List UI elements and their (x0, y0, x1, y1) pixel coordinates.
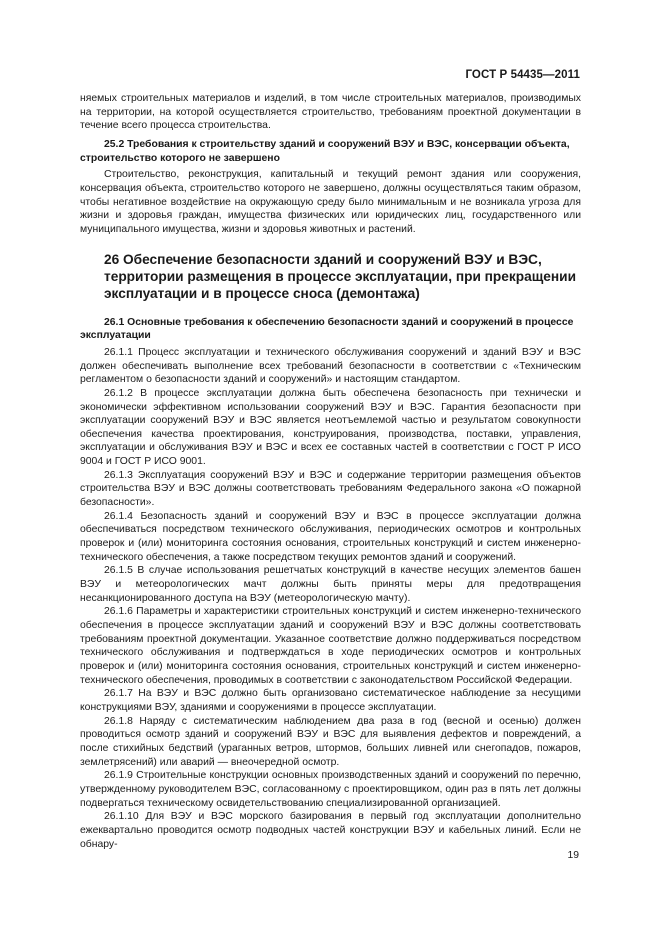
clause-26-1-1: 26.1.1 Процесс эксплуатации и технического обслуживания сооружений и зданий ВЭУ и ВЭС должен обеспечивать выполнение всех требований безопасности в соответствии с «Техническим регламентом о безопасности зданий и сооружений» и настоящим стандартом. (80, 346, 581, 386)
clause-26-1-7: 26.1.7 На ВЭУ и ВЭС должно быть организовано систематическое наблюдение за несущими конструкциями ВЭУ, зданиями и сооружениями в процессе эксплуатации. (80, 688, 581, 713)
page-number: 19 (567, 850, 579, 861)
clause-26-1-10: 26.1.10 Для ВЭУ и ВЭС морского базирования в первый год эксплуатации дополнительно ежеквартально проводится осмотр подводных частей конструкции ВЭУ и кабельных линий. Если не обнару- (80, 811, 581, 850)
subsection-heading-25-2: 25.2 Требования к строительству зданий и сооружений ВЭУ и ВЭС, консервации объекта, строительство которого не завершено (80, 138, 570, 164)
paragraph-continuation: няемых строительных материалов и изделий, в том числе строительных материалов, производимых на территории, на которой осуществляется строительство, требованиям проектной документации в течение всего процесса строительства. (80, 93, 581, 132)
paragraph-25-2-body: Строительство, реконструкция, капитальный и текущий ремонт здания или сооружения, консервация объекта, строительство которого не завершено, должны осуществляться таким образом, чтобы негативное воздействие на окружающую среду было минимальным и не возникала угроза для жизни и здоровья граждан, имущества физических или юридических лиц, государственного или муниципального имущества, жизни и здоровья животных и растений. (80, 169, 581, 235)
clause-26-1-9: 26.1.9 Строительные конструкции основных производственных зданий и сооружений по перечню, утвержденному руководителем ВЭС, согласованному с проектировщиком, один раз в пять лет должны подвергаться техническому освидетельствованию специализированной организацией. (80, 770, 581, 809)
page-body (80, 92, 581, 851)
clause-26-1-3: 26.1.3 Эксплуатация сооружений ВЭУ и ВЭС и содержание территории размещения объектов строительства ВЭУ и ВЭС должны соответствовать требованиям Федерального закона «О пожарной безопасности». (80, 469, 581, 509)
clause-26-1-5: 26.1.5 В случае использования решетчатых конструкций в качестве несущих элементов башен ВЭУ и метеорологических мачт должны быть приняты меры для предотвращения несанкционированного доступа на ВЭУ (метеорологическую мачту). (80, 565, 581, 604)
section-heading-26: 26 Обеспечение безопасности зданий и сооружений ВЭУ и ВЭС, территории размещения в процессе эксплуатации, при прекращении эксплуатации и в процессе сноса (демонтажа) (104, 251, 576, 301)
clause-26-1-6: 26.1.6 Параметры и характеристики строительных конструкций и систем инженерно-технического обеспечения в процессе эксплуатации зданий и сооружений ВЭУ и ВЭС должны соответствовать требованиям проектной документации. Указанное соответствие должно поддерживаться посредством технического обслуживания и подтверждаться в ходе периодических осмотров и контрольных проверок и (или) мониторинга состояния основания, строительных конструкций и систем инженерно-технического обеспечения, проводимых в соответствии с законодательством Российской Федерации. (80, 606, 581, 686)
clause-26-1-8: 26.1.8 Наряду с систематическим наблюдением два раза в год (весной и осенью) должен проводиться осмотр зданий и сооружений ВЭУ и ВЭС для выявления дефектов и повреждений, а после стихийных бедствий (ураганных ветров, штормов, больших ливней или снегопадов, пожаров, землетрясений) или аварий — внеочередной осмотр. (80, 715, 581, 768)
subsection-heading-26-1: 26.1 Основные требования к обеспечению безопасности зданий и сооружений в процессе эксплуатации (80, 316, 574, 342)
document-code-header: ГОСТ Р 54435—2011 (465, 69, 580, 81)
clause-26-1-2: 26.1.2 В процессе эксплуатации должна быть обеспечена безопасность при технически и экономически эффективном использовании сооружений ВЭУ и ВЭС. Гарантия безопасности при эксплуатации сооружений ВЭУ и ВЭС является неотъемлемой частью и результатом совокупности обеспечения качества проектирования, конструирования, производства, поставки, управления, эксплуатации и обслуживания ВЭУ и ВЭС и всех ее составных частей в соответствии с ГОСТ Р ИСО 9004 и ГОСТ Р ИСО 9001. (80, 387, 581, 468)
clause-26-1-4: 26.1.4 Безопасность зданий и сооружений ВЭУ и ВЭС в процессе эксплуатации должна обеспечиваться посредством технического обслуживания, периодических осмотров и контрольных проверок и (или) мониторинга состояния основания, строительных конструкций и систем инженерно-технического обеспечения, а также посредством текущих ремонтов зданий и сооружений. (80, 510, 581, 563)
